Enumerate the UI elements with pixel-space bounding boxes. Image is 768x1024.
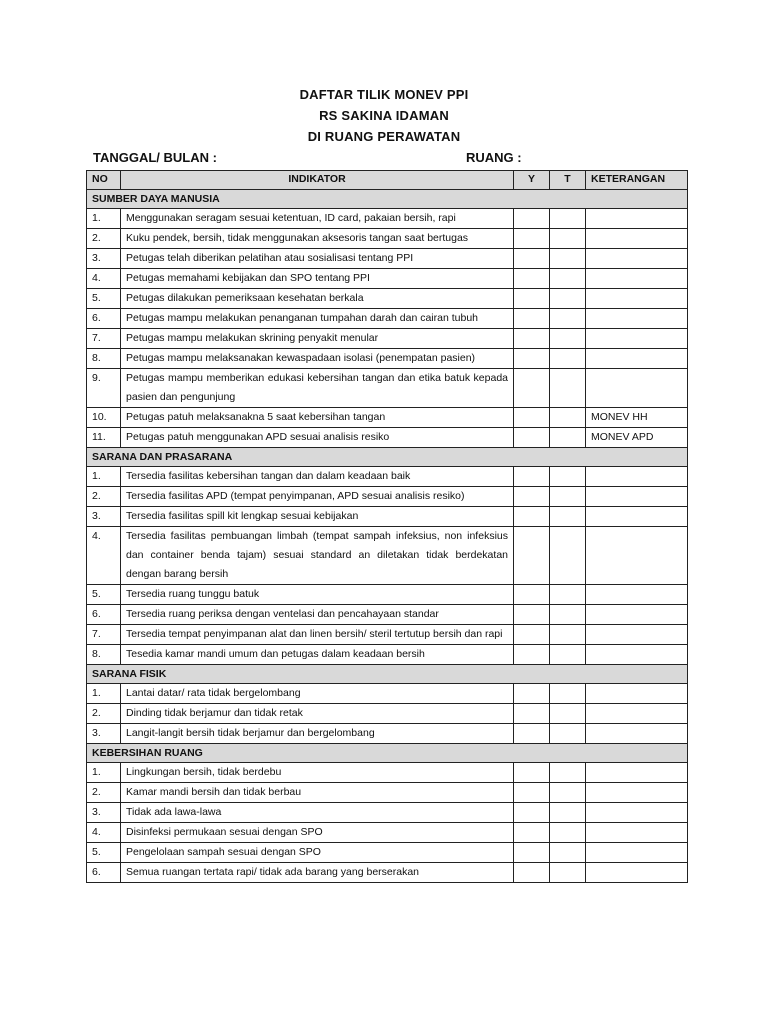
row-number: 6. [87, 605, 121, 625]
check-t-cell[interactable] [550, 349, 586, 369]
table-row [87, 487, 688, 507]
indicator-text: Petugas mampu memberikan edukasi kebersihan tangan dan etika batuk kepada pasien dan pengunjung [121, 369, 514, 408]
check-y-cell[interactable] [514, 289, 550, 309]
table-row [87, 527, 688, 585]
keterangan-cell[interactable] [586, 229, 688, 249]
table-row [87, 585, 688, 605]
check-t-cell[interactable] [550, 249, 586, 269]
check-t-cell[interactable] [550, 329, 586, 349]
date-label: TANGGAL/ BULAN : [93, 150, 217, 165]
check-t-cell[interactable] [550, 487, 586, 507]
row-number: 1. [87, 467, 121, 487]
indicator-text: Petugas patuh melaksanakna 5 saat kebersihan tangan [121, 408, 514, 428]
check-t-cell[interactable] [550, 229, 586, 249]
keterangan-cell[interactable] [586, 289, 688, 309]
indicator-text: Disinfeksi permukaan sesuai dengan SPO [121, 823, 514, 843]
section-row [87, 190, 688, 209]
check-y-cell[interactable] [514, 863, 550, 883]
row-number: 4. [87, 527, 121, 585]
check-t-cell[interactable] [550, 724, 586, 744]
table-row [87, 684, 688, 704]
check-y-cell[interactable] [514, 527, 550, 585]
section-title: KEBERSIHAN RUANG [87, 744, 688, 763]
keterangan-cell[interactable] [586, 763, 688, 783]
keterangan-cell[interactable]: MONEV HH [586, 408, 688, 428]
check-y-cell[interactable] [514, 763, 550, 783]
row-number: 8. [87, 645, 121, 665]
indicator-text: Menggunakan seragam sesuai ketentuan, ID card, pakaian bersih, rapi [121, 209, 514, 229]
table-row [87, 369, 688, 408]
keterangan-cell[interactable] [586, 704, 688, 724]
check-y-cell[interactable] [514, 645, 550, 665]
keterangan-cell[interactable] [586, 645, 688, 665]
table-row [87, 704, 688, 724]
table-row [87, 289, 688, 309]
check-t-cell[interactable] [550, 527, 586, 585]
section-title: SUMBER DAYA MANUSIA [87, 190, 688, 209]
keterangan-cell[interactable] [586, 783, 688, 803]
row-number: 1. [87, 209, 121, 229]
table-row [87, 349, 688, 369]
check-t-cell[interactable] [550, 585, 586, 605]
hospital-name: RS SAKINA IDAMAN [319, 108, 449, 123]
indicator-text: Lantai datar/ rata tidak bergelombang [121, 684, 514, 704]
check-y-cell[interactable] [514, 803, 550, 823]
check-t-cell[interactable] [550, 369, 586, 408]
row-number: 2. [87, 229, 121, 249]
check-y-cell[interactable] [514, 605, 550, 625]
keterangan-cell[interactable]: MONEV APD [586, 428, 688, 448]
location-subtitle: DI RUANG PERAWATAN [307, 129, 461, 144]
check-t-cell[interactable] [550, 783, 586, 803]
check-y-cell[interactable] [514, 783, 550, 803]
check-y-cell[interactable] [514, 229, 550, 249]
table-row [87, 428, 688, 448]
header-t: T [550, 171, 586, 190]
indicator-text: Petugas telah diberikan pelatihan atau sosialisasi tentang PPI [121, 249, 514, 269]
keterangan-cell[interactable] [586, 585, 688, 605]
keterangan-cell[interactable] [586, 269, 688, 289]
row-number: 3. [87, 803, 121, 823]
check-t-cell[interactable] [550, 507, 586, 527]
indicator-text: Tersedia ruang periksa dengan ventelasi dan pencahayaan standar [121, 605, 514, 625]
table-row [87, 803, 688, 823]
check-y-cell[interactable] [514, 309, 550, 329]
row-number: 7. [87, 625, 121, 645]
keterangan-cell[interactable] [586, 843, 688, 863]
indicator-text: Tidak ada lawa-lawa [121, 803, 514, 823]
indicator-text: Petugas memahami kebijakan dan SPO tentang PPI [121, 269, 514, 289]
keterangan-cell[interactable] [586, 467, 688, 487]
document-title: DAFTAR TILIK MONEV PPI [299, 87, 469, 102]
keterangan-cell[interactable] [586, 724, 688, 744]
check-t-cell[interactable] [550, 269, 586, 289]
indicator-text: Petugas dilakukan pemeriksaan kesehatan berkala [121, 289, 514, 309]
table-row [87, 763, 688, 783]
table-row [87, 645, 688, 665]
check-y-cell[interactable] [514, 408, 550, 428]
table-row [87, 605, 688, 625]
check-t-cell[interactable] [550, 704, 586, 724]
row-number: 5. [87, 289, 121, 309]
check-y-cell[interactable] [514, 329, 550, 349]
check-t-cell[interactable] [550, 803, 586, 823]
indicator-text: Dinding tidak berjamur dan tidak retak [121, 704, 514, 724]
check-t-cell[interactable] [550, 763, 586, 783]
check-t-cell[interactable] [550, 309, 586, 329]
row-number: 2. [87, 704, 121, 724]
table-row [87, 783, 688, 803]
table-row [87, 507, 688, 527]
row-number: 9. [87, 369, 121, 408]
row-number: 1. [87, 763, 121, 783]
row-number: 1. [87, 684, 121, 704]
row-number: 4. [87, 269, 121, 289]
indicator-text: Tesedia kamar mandi umum dan petugas dalam keadaan bersih [121, 645, 514, 665]
indicator-text: Petugas mampu melakukan penanganan tumpahan darah dan cairan tubuh [121, 309, 514, 329]
indicator-text: Tersedia fasilitas pembuangan limbah (tempat sampah infeksius, non infeksius dan container benda tajam) sesuai standard an diletakan tidak berdekatan dengan barang bersih [121, 527, 514, 585]
keterangan-cell[interactable] [586, 684, 688, 704]
check-y-cell[interactable] [514, 507, 550, 527]
section-row [87, 744, 688, 763]
row-number: 4. [87, 823, 121, 843]
keterangan-cell[interactable] [586, 625, 688, 645]
keterangan-cell[interactable] [586, 507, 688, 527]
check-y-cell[interactable] [514, 269, 550, 289]
check-t-cell[interactable] [550, 843, 586, 863]
row-number: 2. [87, 783, 121, 803]
check-y-cell[interactable] [514, 724, 550, 744]
table-row [87, 309, 688, 329]
indicator-text: Tersedia fasilitas spill kit lengkap sesuai kebijakan [121, 507, 514, 527]
table-row [87, 408, 688, 428]
row-number: 6. [87, 309, 121, 329]
check-t-cell[interactable] [550, 408, 586, 428]
indicator-text: Tersedia ruang tunggu batuk [121, 585, 514, 605]
keterangan-cell[interactable] [586, 863, 688, 883]
header-y: Y [514, 171, 550, 190]
keterangan-cell[interactable] [586, 369, 688, 408]
keterangan-cell[interactable] [586, 823, 688, 843]
header-keterangan: KETERANGAN [586, 171, 688, 190]
table-header-row [87, 171, 688, 190]
indicator-text: Kamar mandi bersih dan tidak berbau [121, 783, 514, 803]
check-y-cell[interactable] [514, 823, 550, 843]
section-row [87, 665, 688, 684]
check-y-cell[interactable] [514, 843, 550, 863]
indicator-text: Petugas mampu melakukan skrining penyakit menular [121, 329, 514, 349]
check-y-cell[interactable] [514, 625, 550, 645]
check-t-cell[interactable] [550, 428, 586, 448]
table-row [87, 823, 688, 843]
keterangan-cell[interactable] [586, 309, 688, 329]
check-t-cell[interactable] [550, 863, 586, 883]
check-y-cell[interactable] [514, 209, 550, 229]
check-y-cell[interactable] [514, 428, 550, 448]
section-title: SARANA DAN PRASARANA [87, 448, 688, 467]
row-number: 8. [87, 349, 121, 369]
checklist-table [86, 170, 688, 883]
section-title: SARANA FISIK [87, 665, 688, 684]
indicator-text: Tersedia fasilitas APD (tempat penyimpanan, APD sesuai analisis resiko) [121, 487, 514, 507]
check-y-cell[interactable] [514, 704, 550, 724]
keterangan-cell[interactable] [586, 803, 688, 823]
table-row [87, 724, 688, 744]
row-number: 7. [87, 329, 121, 349]
indicator-text: Petugas mampu melaksanakan kewaspadaan isolasi (penempatan pasien) [121, 349, 514, 369]
table-row [87, 863, 688, 883]
keterangan-cell[interactable] [586, 605, 688, 625]
indicator-text: Pengelolaan sampah sesuai dengan SPO [121, 843, 514, 863]
check-y-cell[interactable] [514, 249, 550, 269]
header-indikator: INDIKATOR [121, 171, 514, 190]
room-label: RUANG : [466, 150, 522, 165]
keterangan-cell[interactable] [586, 487, 688, 507]
check-y-cell[interactable] [514, 585, 550, 605]
indicator-text: Lingkungan bersih, tidak berdebu [121, 763, 514, 783]
check-y-cell[interactable] [514, 369, 550, 408]
row-number: 11. [87, 428, 121, 448]
check-t-cell[interactable] [550, 823, 586, 843]
keterangan-cell[interactable] [586, 209, 688, 229]
check-t-cell[interactable] [550, 467, 586, 487]
keterangan-cell[interactable] [586, 249, 688, 269]
check-y-cell[interactable] [514, 467, 550, 487]
row-number: 5. [87, 843, 121, 863]
check-t-cell[interactable] [550, 684, 586, 704]
table-row [87, 249, 688, 269]
check-t-cell[interactable] [550, 289, 586, 309]
table-row [87, 467, 688, 487]
check-t-cell[interactable] [550, 209, 586, 229]
row-number: 5. [87, 585, 121, 605]
table-row [87, 843, 688, 863]
checklist-body [87, 190, 688, 883]
indicator-text: Kuku pendek, bersih, tidak menggunakan aksesoris tangan saat bertugas [121, 229, 514, 249]
indicator-text: Petugas patuh menggunakan APD sesuai analisis resiko [121, 428, 514, 448]
indicator-text: Langit-langit bersih tidak berjamur dan bergelombang [121, 724, 514, 744]
check-y-cell[interactable] [514, 487, 550, 507]
check-t-cell[interactable] [550, 625, 586, 645]
row-number: 2. [87, 487, 121, 507]
table-row [87, 269, 688, 289]
keterangan-cell[interactable] [586, 329, 688, 349]
check-t-cell[interactable] [550, 605, 586, 625]
check-t-cell[interactable] [550, 645, 586, 665]
row-number: 3. [87, 507, 121, 527]
indicator-text: Semua ruangan tertata rapi/ tidak ada barang yang berserakan [121, 863, 514, 883]
check-y-cell[interactable] [514, 349, 550, 369]
row-number: 3. [87, 724, 121, 744]
row-number: 3. [87, 249, 121, 269]
row-number: 10. [87, 408, 121, 428]
keterangan-cell[interactable] [586, 527, 688, 585]
indicator-text: Tersedia fasilitas kebersihan tangan dan dalam keadaan baik [121, 467, 514, 487]
header-no: NO [87, 171, 121, 190]
check-y-cell[interactable] [514, 684, 550, 704]
row-number: 6. [87, 863, 121, 883]
table-row [87, 329, 688, 349]
section-row [87, 448, 688, 467]
table-row [87, 229, 688, 249]
table-row [87, 209, 688, 229]
table-row [87, 625, 688, 645]
indicator-text: Tersedia tempat penyimpanan alat dan linen bersih/ steril tertutup bersih dan rapi [121, 625, 514, 645]
keterangan-cell[interactable] [586, 349, 688, 369]
